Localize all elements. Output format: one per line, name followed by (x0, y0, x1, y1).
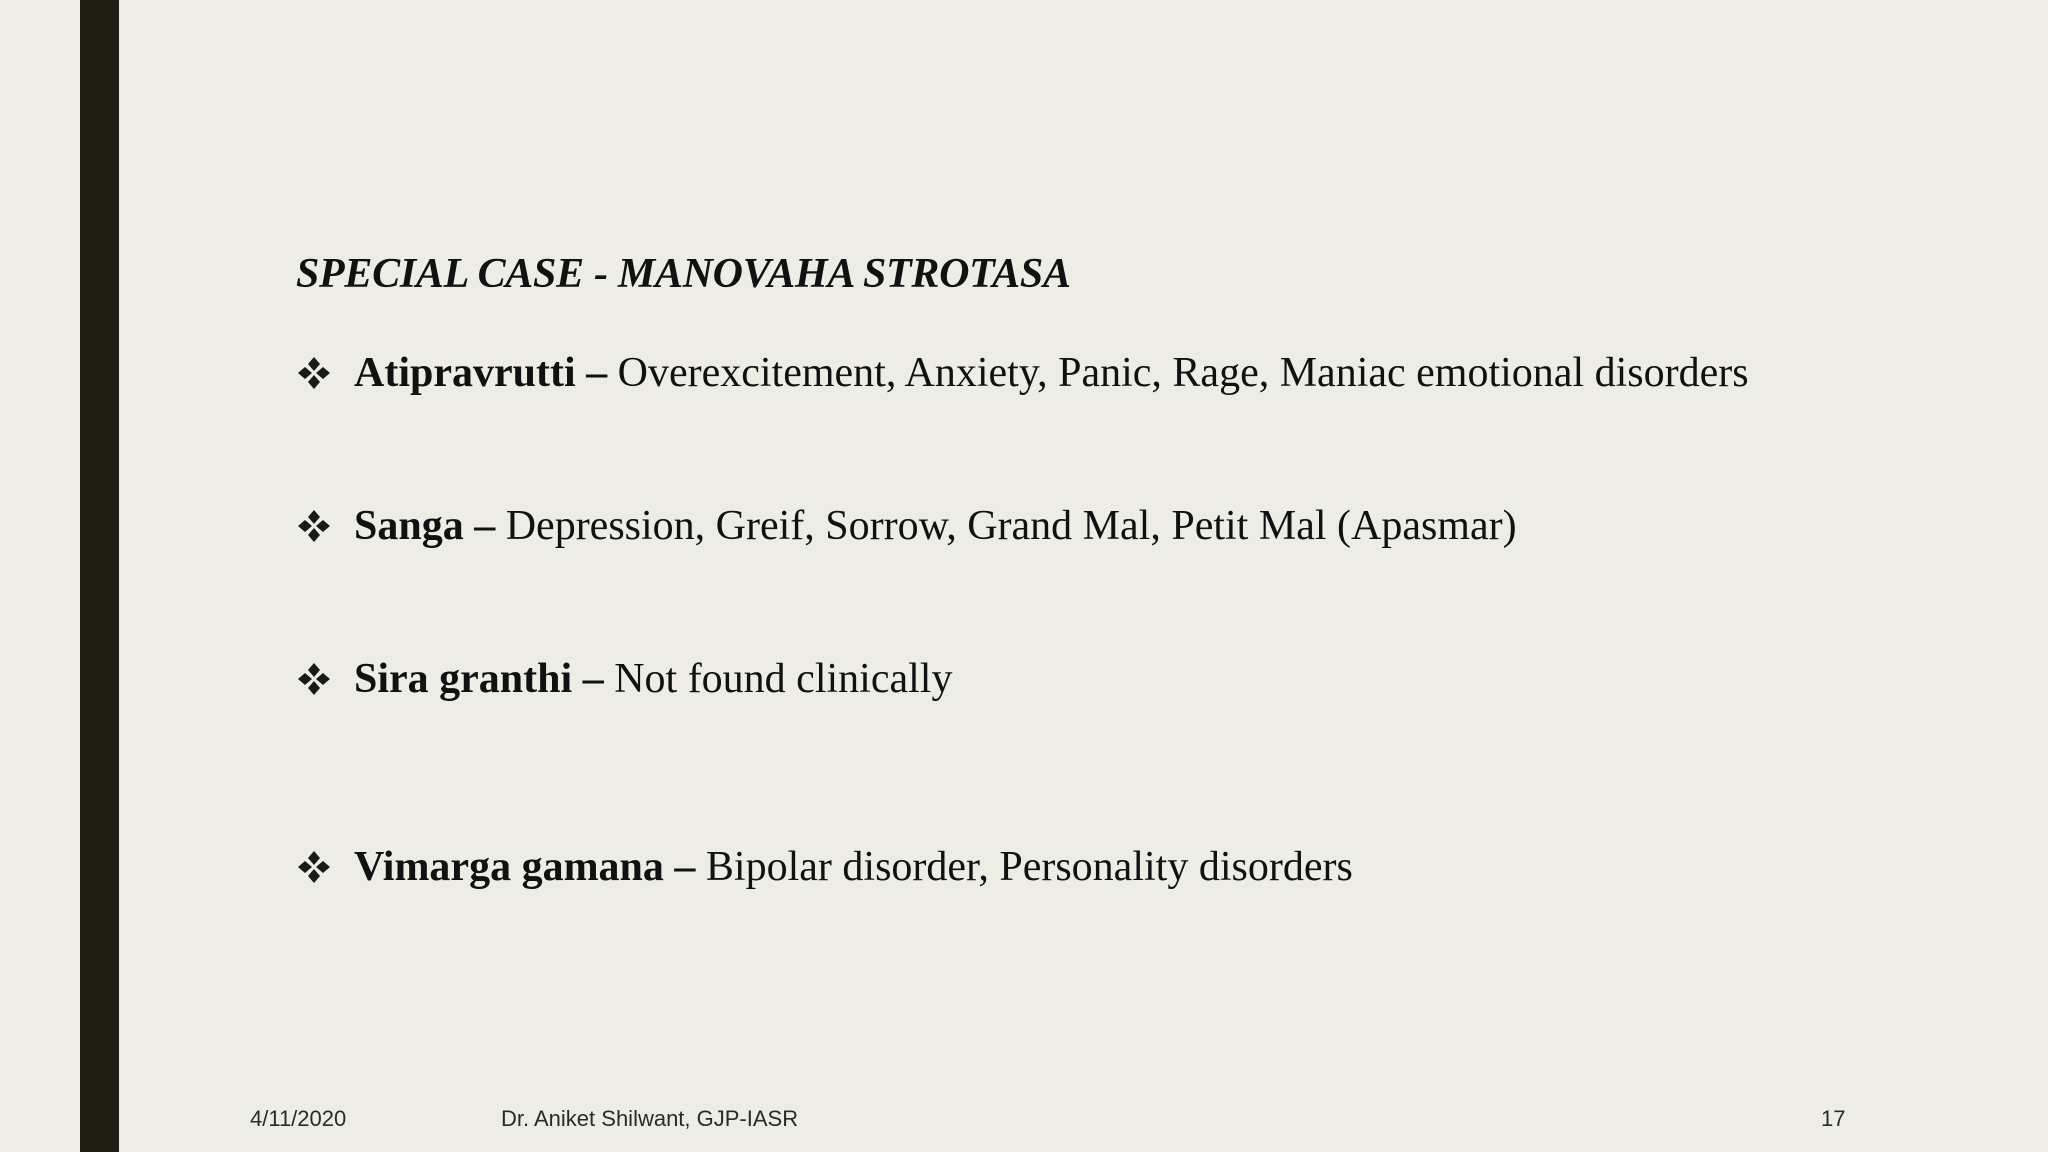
bullet-term: Atipravrutti (354, 350, 576, 396)
four-diamond-bullet-icon (296, 661, 332, 697)
footer-date: 4/11/2020 (250, 1106, 347, 1131)
bullet-text: Bipolar disorder, Personality disorders (705, 844, 1353, 890)
bullet-separator: – (463, 503, 506, 549)
slide-title: SPECIAL CASE - MANOVAHA STROTASA (296, 251, 1071, 297)
bullet-separator: – (663, 844, 706, 890)
side-accent-bar (80, 0, 119, 1152)
bullet-text: Depression, Greif, Sorrow, Grand Mal, Petit Mal (Apasmar) (505, 503, 1517, 549)
bullet-term: Sira granthi (354, 656, 573, 702)
bullet-text: Overexcitement, Anxiety, Panic, Rage, Maniac emotional disorders (617, 350, 1749, 396)
bullet-item (296, 348, 1749, 398)
bullet-term: Sanga (354, 503, 464, 549)
bullet-term: Vimarga gamana (354, 844, 664, 890)
four-diamond-bullet-icon (296, 849, 332, 885)
bullet-item (296, 842, 1353, 892)
slide-number: 17 (1821, 1106, 1846, 1131)
four-diamond-bullet-icon (296, 508, 332, 544)
four-diamond-bullet-icon (296, 355, 332, 391)
bullet-item (296, 654, 952, 704)
bullet-separator: – (575, 350, 618, 396)
bullet-separator: – (572, 656, 615, 702)
footer-author: Dr. Aniket Shilwant, GJP-IASR (501, 1106, 799, 1131)
bullet-item (296, 501, 1517, 551)
bullet-text: Not found clinically (614, 656, 953, 702)
